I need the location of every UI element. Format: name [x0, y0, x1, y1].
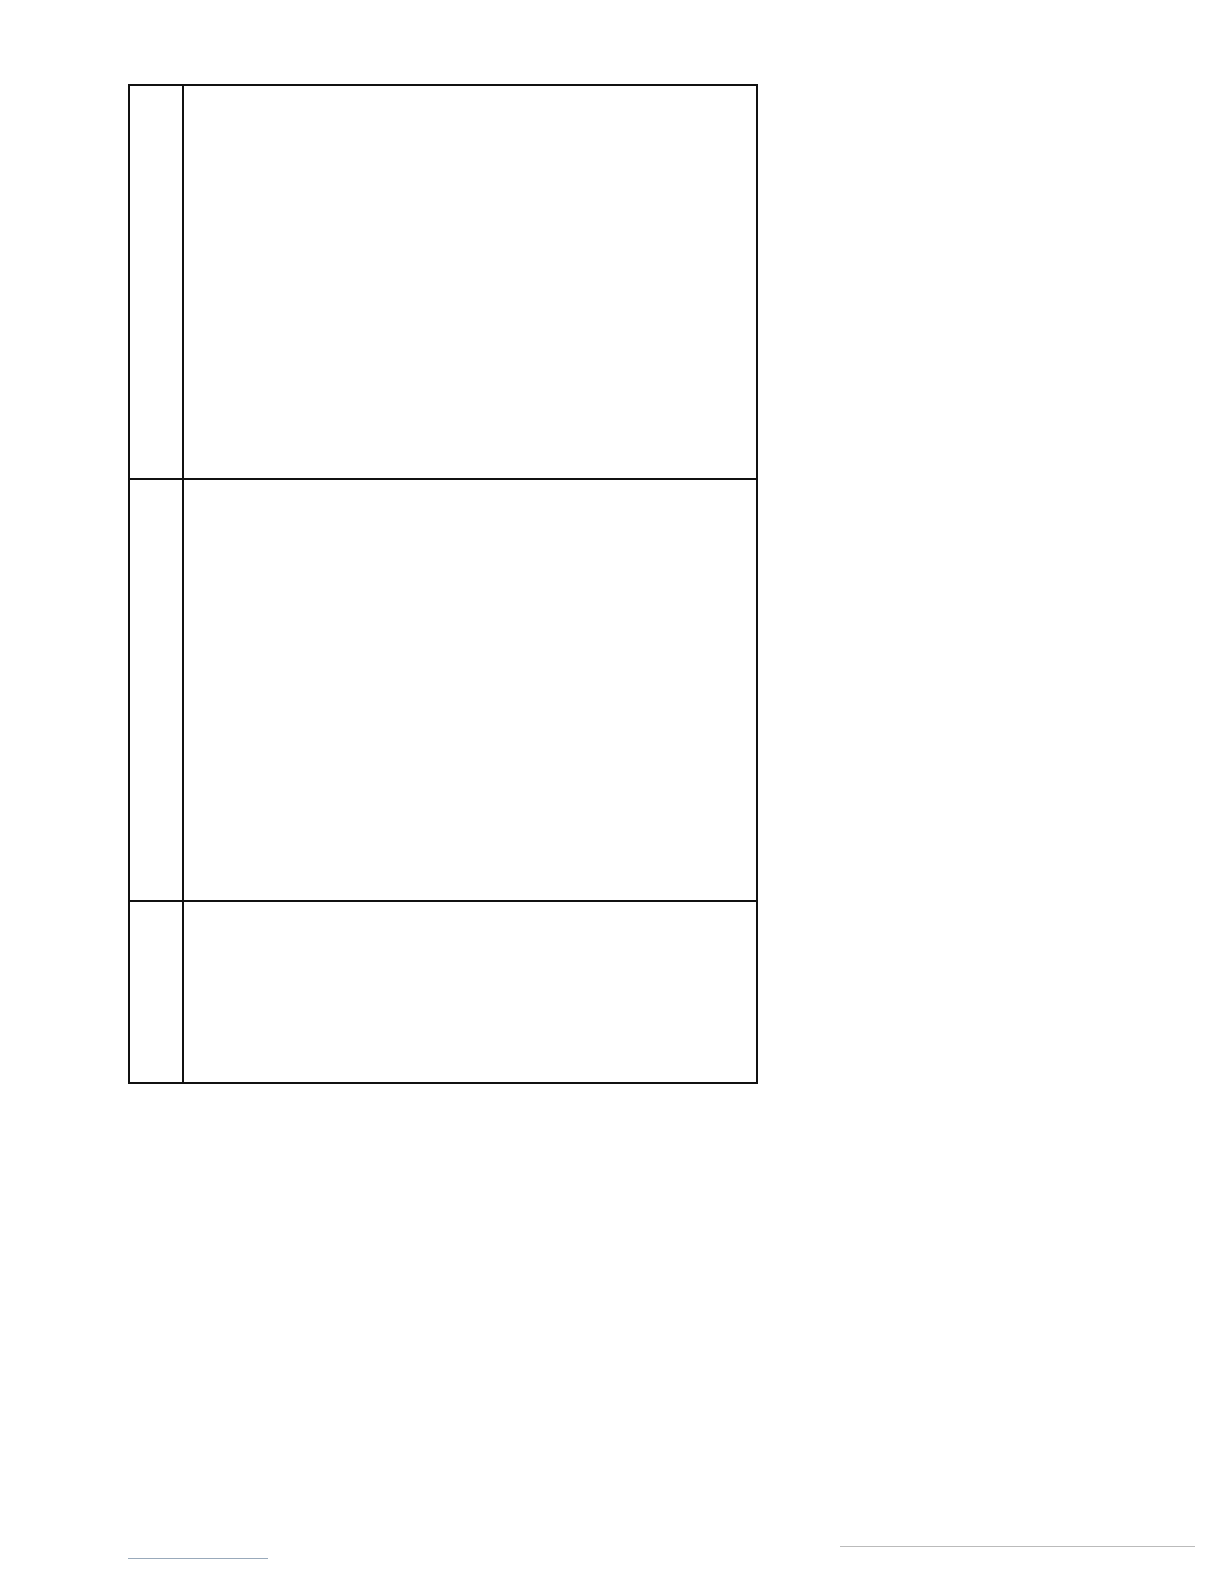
- rotated-page-content: [96, 84, 776, 1084]
- column-divider: [130, 478, 756, 480]
- header-correction: [130, 92, 182, 462]
- scan-artifact-line: [128, 1558, 268, 1559]
- column-divider: [130, 900, 756, 902]
- scan-artifact-line: [840, 1546, 1195, 1547]
- table-header: [130, 86, 184, 1082]
- troubleshooting-table: [128, 84, 758, 1084]
- header-problem: [130, 902, 182, 1082]
- header-probable-cause: [130, 482, 182, 882]
